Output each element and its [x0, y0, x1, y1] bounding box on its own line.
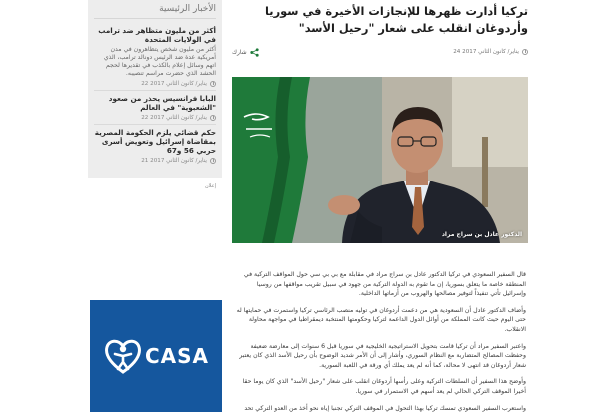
- article-photo-image: [232, 77, 528, 243]
- news-date-text: 22 يناير/ كانون الثاني 2017: [141, 81, 207, 88]
- news-title[interactable]: أكثر من مليون متظاهر ضد ترامب في الولايات المتحدة: [98, 26, 216, 44]
- news-title[interactable]: البابا فرانسيس يحذر من صعود "الشعبوية" في العالم: [108, 94, 216, 113]
- news-item[interactable]: [94, 23, 216, 91]
- sidebar-title: الأخبار الرئيسية: [94, 4, 216, 19]
- clock-icon: [210, 81, 216, 87]
- clock-icon: [522, 49, 528, 55]
- article-meta: [232, 46, 528, 58]
- photo-caption: الدكتور عادل بن سراج مراد: [441, 231, 522, 238]
- article-paragraph: واستعرب السفير السعودي تمسك تركيا بهذا التحول في الموقف التركي تجنبا إياه نحو أخذ من العدو التركي تحد: [244, 404, 526, 412]
- ad-label: إعلان: [205, 183, 217, 189]
- article-date-text: 24 يناير/ كانون الثاني 2017: [453, 49, 519, 55]
- share-label: شارك: [232, 48, 247, 56]
- article-title: تركيا أدارت ظهرها للإنجازات الأخيرة في سوريا وأردوغان انقلب على شعار "رحيل الأسد": [265, 4, 528, 35]
- news-item[interactable]: [94, 125, 216, 167]
- share-icon: [250, 48, 259, 57]
- news-date: [94, 158, 216, 164]
- ad-banner[interactable]: [90, 300, 222, 412]
- clock-icon: [210, 115, 216, 121]
- article: [232, 0, 528, 418]
- news-item[interactable]: [94, 91, 216, 125]
- sidebar-top-news: [88, 0, 222, 178]
- news-date: [94, 115, 216, 121]
- article-body: [236, 270, 526, 418]
- ad-logo-text: CASA: [144, 344, 210, 368]
- news-date: [94, 81, 216, 87]
- news-excerpt: أكثر من مليون شخص يتظاهرون في مدن أمريكية عدة ضد الرئيس دونالد ترامب، الذي اتهم وسائل إعلام بالكذب في تقديرها لحجم الحشد الذي حضرت مراسم تنصيبه.: [103, 46, 216, 78]
- article-photo: [232, 77, 528, 243]
- news-date-text: 22 يناير/ كانون الثاني 2017: [141, 115, 207, 122]
- clock-icon: [210, 158, 216, 164]
- article-paragraph: وأضاف الدكتور عادل أن السعودية هي من دعمت أردوغان في توليه منصب الرئاسي تركيا واستمرت في حمايتها له حتى اليوم حيث كانت المملكة من أوائل الدول الداعمة لتركيا وحكومتها المنتخبة ديمقراطيا في مواجهة محاولة الانقلاب.: [236, 306, 526, 334]
- article-paragraph: قال السفير السعودي في تركيا الدكتور عادل بن سراج مراد في مقابلة مع بي بي سي حول المواقف التركية في المنطقة خاصة ما يتعلق بسوريا، إن ما تقوم به الدولة التركية من جهود في سبيل تقريب مواقفها من روسيا وإسرائيل تأتي تنفيذاً لتوفير مصالحها والهروب من أزماتها الداخلية.: [243, 271, 526, 298]
- article-paragraph: وأوضح هذا السفير أن السلطات التركية وعلى رأسها أردوغان انقلب على شعار "رحيل الأسد" الذي كان يوما حقا أخيرا الموقف التركي الحالي لم يعد أسهم في الاستمرار في سوريا.: [242, 378, 526, 396]
- article-date: [453, 49, 528, 55]
- news-title[interactable]: حكم قضائي يلزم الحكومة المصرية بمقاضاة إسرائيل وتعويض أسرى حربي 56 و67: [94, 128, 216, 156]
- heart-person-icon: [103, 336, 143, 376]
- article-paragraph: واعتبر السفير مراد أن تركيا قامت بتحويل الاستراتيجية الخليجية في سوريا قبل 6 سنوات إلى معارضة ضعيفة وحفظت المصالح المتضاربة مع النظام السوري، وأشار إلى أن الأمر شديد الوضوح بأن رحيل الأسد الذي كان يعتبر شعار أردوغان قد انتهى لا محالة، كما أنه لم يعد يملك أي ورقة في اللعبة السورية.: [239, 342, 526, 369]
- news-date-text: 21 يناير/ كانون الثاني 2017: [141, 158, 207, 165]
- share-button[interactable]: [232, 48, 259, 57]
